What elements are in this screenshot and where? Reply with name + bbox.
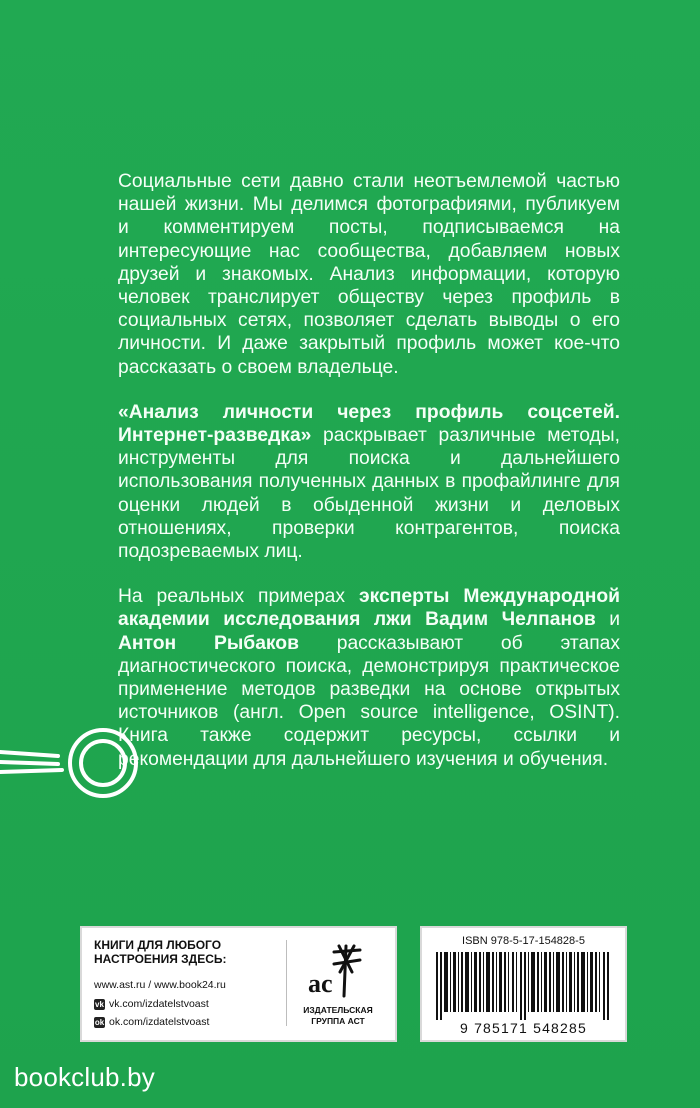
ok-icon: ok: [94, 1017, 105, 1027]
paragraph-3-text-a: На реальных примерах: [118, 586, 359, 608]
book-title-quote: «Анализ личности через профиль соцсетей. Интернет-разведка»: [118, 401, 620, 447]
magnifier-icon: [0, 700, 140, 830]
barcode-box: [420, 926, 627, 1042]
isbn-number: ISBN 978-5-17-154828-5: [462, 935, 585, 947]
barcode-icon: [436, 952, 611, 1020]
paragraph-3-text-b: и: [595, 609, 620, 631]
description-paragraph-2: [118, 401, 620, 563]
barcode-digits: 9 785171 548285: [460, 1020, 587, 1036]
promo-vk-link[interactable]: [94, 998, 209, 1010]
publisher-promo-box: [80, 926, 397, 1042]
promo-ok-link[interactable]: [94, 1016, 209, 1028]
ast-logo-icon: [304, 942, 374, 1000]
promo-title: КНИГИ ДЛЯ ЛЮБОГО НАСТРОЕНИЯ ЗДЕСЬ:: [94, 938, 227, 966]
authors-experts: эксперты Международной академии исследования лжи Вадим Челпанов: [118, 586, 620, 631]
description-paragraph-1: Социальные сети давно стали неотъемлемой частью нашей жизни. Мы делимся фотографиями, публикуем и комментируем посты, подписываемся на интересующие нас сообщества, добавляем новых друзей и знакомых. Анализ информации, которую человек транслирует обществу через профиль в социальных сетях, позволяет сделать выводы о его личности. И даже закрытый профиль может кое-что рассказать о своем владельце.: [118, 171, 620, 378]
book-description: [118, 170, 620, 793]
vk-icon: vk: [95, 999, 104, 1009]
svg-text:ac: ac: [308, 969, 333, 998]
ok-link-text: ok.com/izdatelstvoast: [109, 1016, 210, 1028]
paragraph-2-text: раскрывает различные методы, инструменты для поиска и дальнейшего использования полученных данных в профайлинге для оценки людей в обыденной жизни и деловых отношениях, проверки контрагентов, поиска подозреваемых лиц.: [118, 425, 620, 563]
site-watermark: bookclub.by: [14, 1062, 155, 1092]
paragraph-3-text-c: рассказывают об этапах диагностического поиска, демонстрируя практическое применение методов разведки на основе открытых источников (англ. Open source intelligence, OSINT). Книга также содержит ресурсы, ссылки и рекомендации для дальнейшего изучения и обучения.: [118, 632, 621, 770]
description-paragraph-3: [118, 585, 620, 771]
promo-websites[interactable]: www.ast.ru / www.book24.ru: [94, 979, 226, 991]
promo-divider: [286, 940, 287, 1026]
publisher-caption: ИЗДАТЕЛЬСКАЯ ГРУППА АСТ: [303, 1005, 373, 1026]
author-rybakov: Антон Рыбаков: [118, 632, 299, 654]
vk-link-text: vk.com/izdatelstvoast: [109, 998, 209, 1010]
